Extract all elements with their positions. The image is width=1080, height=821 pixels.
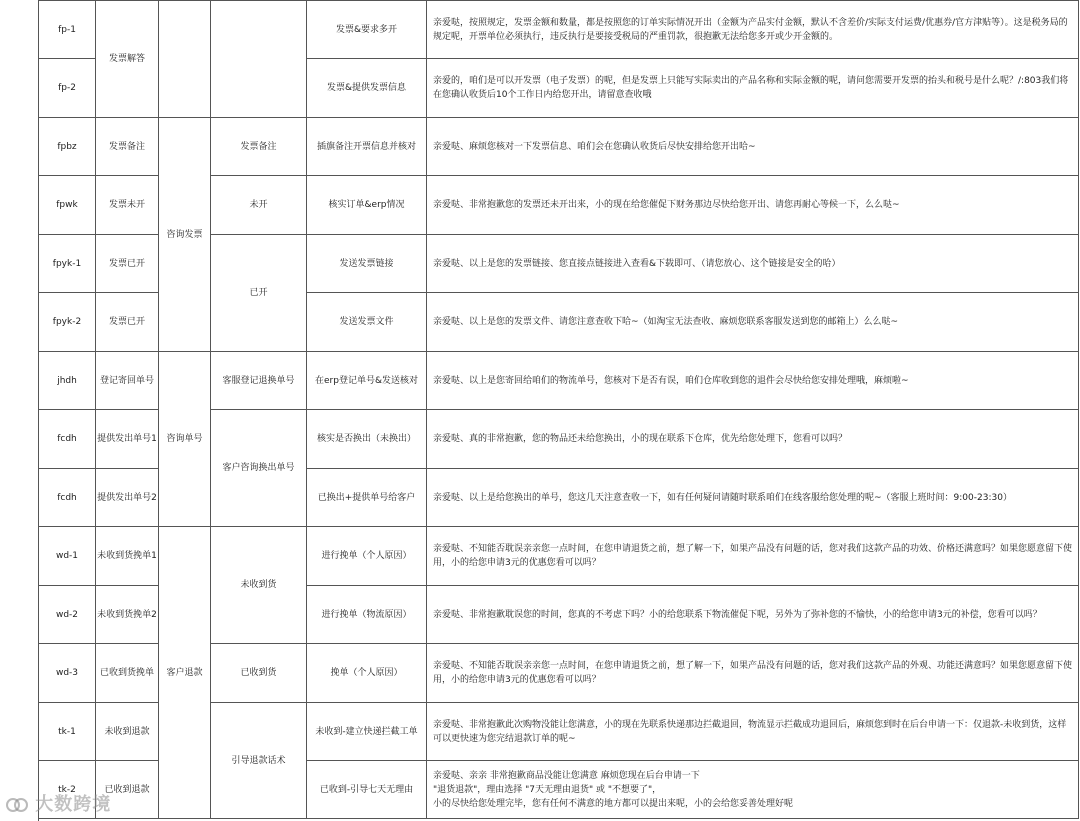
row-code: fcdh: [39, 469, 96, 527]
row-scene: 核实是否换出（未换出）: [307, 410, 427, 469]
row-answer: 亲爱哒、亲亲 非常抱歉商品没能让您满意 麻烦您现在后台申请一下 "退货退款"，理由选择 "7天无理由退货" 或 "不想要了"， 小的尽快给您处理完毕，您有任何不满意的地方都可以提出来呢，小的会给您妥善处理好呢: [427, 761, 1079, 819]
row-code: tk-2: [39, 761, 96, 819]
subcategory-remark: 发票备注: [211, 118, 307, 176]
row-code: wd-2: [39, 586, 96, 644]
reply-template-table: [38, 0, 1079, 819]
watermark-text: 大数跨境: [35, 794, 112, 815]
watermark: [6, 790, 111, 816]
row-code: wd-3: [39, 644, 96, 703]
row-scene: 发票&提供发票信息: [307, 59, 427, 118]
table-row: [39, 352, 1079, 410]
row-name: 提供发出单号2: [96, 469, 159, 527]
row-name: 发票备注: [96, 118, 159, 176]
subcategory-register: 客服登记退换单号: [211, 352, 307, 410]
row-name: 提供发出单号1: [96, 410, 159, 469]
row-name: 未收到退款: [96, 703, 159, 761]
row-name: 已收到退款: [96, 761, 159, 819]
row-answer: 亲爱哒、以上是您的发票文件、请您注意查收下哈~（如淘宝无法查收、麻烦您联系客服发送到您的邮箱上）么么哒~: [427, 293, 1079, 352]
subcategory-cell: [211, 1, 307, 118]
subcategory-received: 已收到货: [211, 644, 307, 703]
subcategory-unissued: 未开: [211, 176, 307, 235]
row-name: 发票已开: [96, 235, 159, 293]
subcategory-refund-script: 引导退款话术: [211, 703, 307, 819]
row-answer: 亲爱哒、不知能否耽误亲亲您一点时间，在您申请退货之前，想了解一下，如果产品没有问题的话，您对我们这款产品的外观、功能还满意吗？如果您愿意留下使用，小的给您申请3元的优惠您看可以吗？: [427, 644, 1079, 703]
row-name: 已收到货挽单: [96, 644, 159, 703]
row-answer: 亲爱哒、麻烦您核对一下发票信息、咱们会在您确认收货后尽快安排给您开出哈~: [427, 118, 1079, 176]
subcategory-exchange: 客户咨询换出单号: [211, 410, 307, 527]
row-scene: 进行挽单（个人原因）: [307, 527, 427, 586]
row-answer: 亲爱哒、不知能否耽误亲亲您一点时间，在您申请退货之前，想了解一下，如果产品没有问题的话，您对我们这款产品的功效、价格还满意吗？如果您愿意留下使用，小的给您申请3元的优惠您看可以吗？: [427, 527, 1079, 586]
row-scene: 挽单（个人原因）: [307, 644, 427, 703]
row-scene: 插旗备注开票信息并核对: [307, 118, 427, 176]
row-scene: 发票&要求多开: [307, 1, 427, 59]
left-margin-border: [0, 0, 39, 821]
category-invoice: 咨询发票: [159, 118, 211, 352]
row-scene: 发送发票链接: [307, 235, 427, 293]
table-row: [39, 527, 1079, 586]
row-code: fpyk-2: [39, 293, 96, 352]
row-answer: 亲爱哒、非常抱歉您的发票还未开出来，小的现在给您催促下财务那边尽快给您开出、请您再耐心等候一下，么么哒~: [427, 176, 1079, 235]
row-name: 发票已开: [96, 293, 159, 352]
subcategory-not-received: 未收到货: [211, 527, 307, 644]
row-answer: 亲爱的，咱们是可以开发票（电子发票）的呢，但是发票上只能写实际卖出的产品名称和实际金额的呢，请问您需要开发票的抬头和税号是什么呢？/:803我们将在您确认收货后10个工作日内给您开出，请留意查收哦: [427, 59, 1079, 118]
row-code: jhdh: [39, 352, 96, 410]
category-tracking: 咨询单号: [159, 352, 211, 527]
row-name: 登记寄回单号: [96, 352, 159, 410]
row-scene: 已换出+提供单号给客户: [307, 469, 427, 527]
row-scene: 进行挽单（物流原因）: [307, 586, 427, 644]
subcategory-issued: 已开: [211, 235, 307, 352]
row-code: fpyk-1: [39, 235, 96, 293]
category-cell: [159, 1, 211, 118]
row-answer: 亲爱哒、真的非常抱歉，您的物品还未给您换出，小的现在联系下仓库，优先给您处理下，您看可以吗？: [427, 410, 1079, 469]
row-code: fpbz: [39, 118, 96, 176]
row-code: fpwk: [39, 176, 96, 235]
row-name: 未收到货挽单2: [96, 586, 159, 644]
row-code: fp-2: [39, 59, 96, 118]
row-answer: 亲爱哒、以上是您寄回给咱们的物流单号，您核对下是否有误，咱们仓库收到您的退件会尽快给您安排处理哦，麻烦啦~: [427, 352, 1079, 410]
row-name: 发票解答: [96, 1, 159, 118]
row-scene: 发送发票文件: [307, 293, 427, 352]
row-answer: 亲爱哒、非常抱歉此次购物没能让您满意，小的现在先联系快递那边拦截退回，物流显示拦截成功退回后，麻烦您到时在后台申请一下：仅退款-未收到货，这样可以更快速为您完结退款订单的呢~: [427, 703, 1079, 761]
table-row: [39, 1, 1079, 59]
row-code: fp-1: [39, 1, 96, 59]
row-code: tk-1: [39, 703, 96, 761]
row-scene: 核实订单&erp情况: [307, 176, 427, 235]
row-code: fcdh: [39, 410, 96, 469]
row-scene: 已收到-引导七天无理由: [307, 761, 427, 819]
category-refund: 客户退款: [159, 527, 211, 819]
row-scene: 在erp登记单号&发送核对: [307, 352, 427, 410]
row-answer: 亲爱哒、以上是给您换出的单号，您这几天注意查收一下，如有任何疑问请随时联系咱们在线客服给您处理的呢~（客服上班时间：9:00-23:30）: [427, 469, 1079, 527]
table-row: [39, 118, 1079, 176]
row-code: wd-1: [39, 527, 96, 586]
row-scene: 未收到-建立快递拦截工单: [307, 703, 427, 761]
row-answer: 亲爱哒，按照规定，发票金额和数量，都是按照您的订单实际情况开出（金额为产品实付金额，默认不含差价/实际支付运费/优惠券/官方津贴等）。这是税务局的规定呢，开票单位必须执行，违反执行是要接受税局的严重罚款，很抱歉无法给您多开或少开金额的。: [427, 1, 1079, 59]
row-name: 未收到货挽单1: [96, 527, 159, 586]
row-answer: 亲爱哒、非常抱歉耽误您的时间，您真的不考虑下吗？小的给您联系下物流催促下呢，另外为了弥补您的不愉快，小的给您申请3元的补偿，您看可以吗？: [427, 586, 1079, 644]
row-answer: 亲爱哒、以上是您的发票链接、您直接点链接进入查看&下载即可、（请您放心、这个链接是安全的哈）: [427, 235, 1079, 293]
row-name: 发票未开: [96, 176, 159, 235]
watermark-logo-icon: [6, 796, 28, 814]
